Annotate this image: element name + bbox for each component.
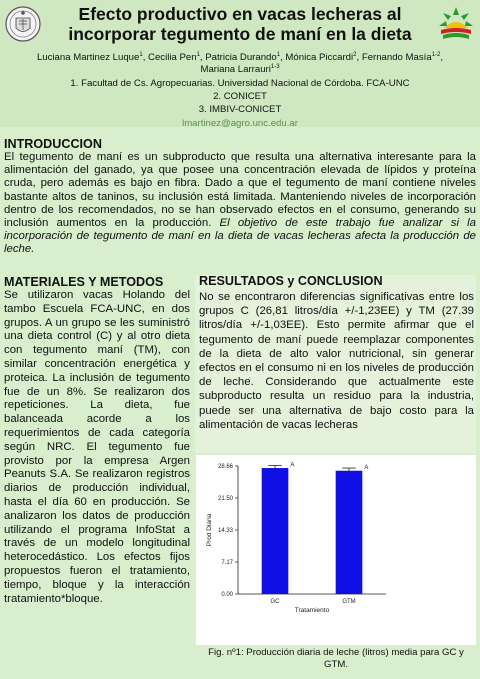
author-name: Mariana Larrauri [200,64,271,75]
intro-heading: INTRODUCCION [4,137,102,151]
significance-letter: A [364,465,369,472]
intro-text: El tegumento de maní es un subproducto que resulta una alternativa interesante para la alimentación del ganado, ya que posee una concentración elevada de lípidos y proteína cruda, pero además es bajo en fibra. Dado a que el tegumento de maní contiene niveles bastante altos de taninos, su inclusión está limitada. Manteniendo niveles de incorporación dentro de los recomendados, no se han observado efectos en el consumo, generando su inclusión aumentos en la producción. [4,151,476,230]
author-affiliation-mark: 1 [196,51,200,58]
x-tick-label: GTM [342,599,356,605]
affiliation-1: 1. Facultad de Cs. Agropecuarias. Universidad Nacional de Córdoba. FCA-UNC [70,78,410,89]
methods-section [4,275,190,606]
methods-heading: MATERIALES Y METODOS [4,275,164,289]
university-crest-icon [4,4,42,44]
author-name: Mónica Piccardi [285,52,354,63]
results-body: No se encontraron diferencias significativas entre los grupos C (26,81 litros/día +/-1,23EE) y TM (27.39 litros/día +/-1,03EE). Esto permite afirmar que el tegumento de maní puede reemplazar componentes de la dieta de alto valor nutricional, sin generar efectos en el consumo ni en los niveles de producción de leche. Considerando que actualmente este subproducto resulta un residuo para la industria, puede ser una alternativa de bajo costo para la alimentación de vacas lecheras [199,291,474,431]
y-tick-label: 14.33 [217,528,233,534]
affiliation-2: 2. CONICET [213,91,267,102]
y-tick-label: 28.66 [217,464,233,470]
author-name: Patricia Durando [205,52,277,63]
author-name: Cecilia Pen [148,52,197,63]
y-axis-label: Prod Diaria [206,513,213,547]
results-heading: RESULTADOS y CONCLUSION [199,274,383,288]
affiliation-3: 3. IMBIV-CONICET [198,104,282,115]
faculty-logo-icon [436,4,476,44]
y-tick-label: 0.00 [221,592,233,598]
author-affiliation-mark: 1 [276,51,281,58]
author-affiliation-mark: 1 [139,51,143,58]
chart-bar-gc [262,468,289,594]
intro-section [4,137,476,257]
figure-caption: Fig. nº1: Producción diaria de leche (litros) media para GC y GTM. [208,647,464,670]
y-tick-label: 21.50 [217,496,233,502]
x-axis-label: Tratamiento [294,607,330,614]
milk-production-chart [196,455,476,645]
y-tick-label: 7.17 [221,560,233,566]
methods-body: Se utilizaron vacas Holando del tambo Escuela FCA-UNC, en dos grupos. A un grupo se les suministró una dieta control (C) y al otro dieta con tegumento maní (TM), con similar concentración energética y proteica. La inclusión de tegumento fue de un 8%. Se realizaron dos repeticiones. La dieta, fue balanceada acorde a los requerimientos de cada categoría según NRC. El tegumento fue provisto por la empresa Argen Peanuts S.A. Se realizaron registros diarios de producción individual, hasta el día 60 en producción. Se analizaron los datos de producción utilizando el programa InfoStat a través de un modelo longitudinal heterocedástico. Los efectos fijos propuestos fueron el tratamiento, tiempo, bloque y la interacción tratamiento*bloque. [4,289,190,605]
intro-body [4,151,476,257]
contact-email: lmartinez@agro.unc.edu.ar [182,118,298,129]
author-name: Fernando Masía [361,52,432,63]
poster-title [50,4,430,44]
significance-letter: A [290,462,295,469]
intro-objective: El objetivo de este trabajo fue analizar si la incorporación de tegumento de maní en la dieta de vacas lecheras afecta la producción de leche. [4,217,476,256]
chart-bar-gtm [336,471,363,594]
author-list: Luciana Martinez Luque$^1$, Cecilia Pen$^1$, Patricia Durando$^1$, Mónica Piccardi$^2$, Fernando Masía$^{1-2}$, Mariana Larrauri$^{1-3}$ [36,51,444,75]
author-affiliation-mark: 1-2 [431,51,441,58]
x-tick-label: GC [270,599,280,605]
poster-title-line2: incorporar tegumento de maní en la dieta [68,24,412,44]
author-affiliation-mark: 2 [353,51,357,58]
author-affiliation-mark: 1-3 [270,63,280,70]
author-name: Luciana Martinez Luque [36,52,140,63]
poster-title-line1: Efecto productivo en vacas lecheras al [78,4,402,24]
